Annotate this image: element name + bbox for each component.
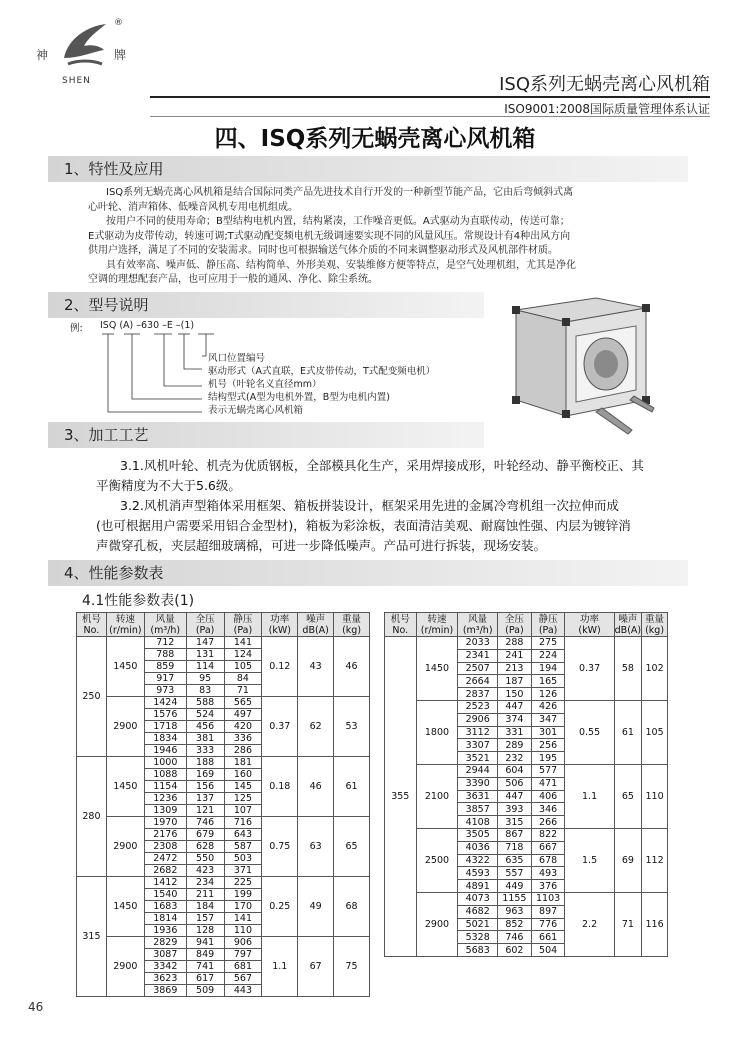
cell-total-pressure: 157 — [186, 913, 224, 925]
cell-weight: 110 — [642, 764, 668, 828]
cell-noise: 63 — [298, 817, 334, 877]
cell-airflow: 5328 — [458, 931, 498, 944]
cell-power: 0.12 — [262, 637, 298, 697]
cell-static-pressure: 503 — [224, 853, 262, 865]
model-label: 表示无蜗壳离心风机箱 — [208, 405, 304, 416]
table-header-cell: 静压 (Pa) — [531, 613, 565, 637]
cell-airflow: 1946 — [144, 745, 186, 757]
cell-total-pressure: 456 — [186, 721, 224, 733]
cell-total-pressure: 718 — [498, 841, 532, 854]
page-title: 四、ISQ系列无蜗壳离心风机箱 — [214, 126, 536, 152]
cell-total-pressure: 423 — [186, 865, 224, 877]
cell-static-pressure: 406 — [531, 790, 565, 803]
cell-airflow: 4036 — [458, 841, 498, 854]
cell-total-pressure: 588 — [186, 697, 224, 709]
cell-static-pressure: 110 — [224, 925, 262, 937]
table-row — [385, 828, 668, 841]
cell-weight: 105 — [642, 700, 668, 764]
table-row — [385, 700, 668, 713]
cell-total-pressure: 447 — [498, 700, 532, 713]
cell-static-pressure: 336 — [224, 733, 262, 745]
cell-airflow: 2944 — [458, 764, 498, 777]
cell-static-pressure: 471 — [531, 777, 565, 790]
process-line: 声微穿孔板，夹层超细玻璃棉，可进一步降低噪声。产品可进行拆装，现场安装。 — [96, 538, 547, 553]
cell-speed: 1450 — [106, 757, 144, 817]
cell-static-pressure: 141 — [224, 637, 262, 649]
cell-power: 2.2 — [565, 892, 614, 956]
cell-total-pressure: 232 — [498, 752, 532, 765]
cell-power: 0.75 — [262, 817, 298, 877]
cell-speed: 2900 — [416, 892, 458, 956]
table-row — [77, 937, 370, 949]
cell-total-pressure: 679 — [186, 829, 224, 841]
table-header-cell: 全压 (Pa) — [498, 613, 532, 637]
model-label: 结构型式(A型为电机外置，B型为电机内置) — [208, 392, 390, 403]
cell-total-pressure: 137 — [186, 793, 224, 805]
cell-static-pressure: 420 — [224, 721, 262, 733]
cell-static-pressure: 346 — [531, 803, 565, 816]
cell-total-pressure: 867 — [498, 828, 532, 841]
cell-total-pressure: 509 — [186, 985, 224, 997]
cell-airflow: 3087 — [144, 949, 186, 961]
cell-total-pressure: 150 — [498, 688, 532, 701]
model-label: 驱动形式（A式直联，E式皮带传动，T式配变频电机） — [208, 366, 436, 377]
table-row — [77, 757, 370, 769]
cell-static-pressure: 565 — [224, 697, 262, 709]
cell-airflow: 2829 — [144, 937, 186, 949]
cell-static-pressure: 165 — [531, 675, 565, 688]
logo-english: SHEN — [62, 76, 91, 86]
cell-static-pressure: 567 — [224, 973, 262, 985]
process-line: 3.2.风机消声型箱体采用框架、箱板拼装设计，框架采用先进的金属冷弯机组一次拉伸而成 — [120, 498, 619, 513]
cell-airflow: 1236 — [144, 793, 186, 805]
cell-total-pressure: 315 — [498, 816, 532, 829]
table-header-cell: 转速 (r/min) — [106, 613, 144, 637]
iso-certification: ISO9001:2008国际质量管理体系认证 — [504, 102, 710, 116]
cell-static-pressure: 426 — [531, 700, 565, 713]
cell-airflow: 712 — [144, 637, 186, 649]
cell-static-pressure: 105 — [224, 661, 262, 673]
cell-static-pressure: 286 — [224, 745, 262, 757]
cell-airflow: 3342 — [144, 961, 186, 973]
cell-static-pressure: 681 — [224, 961, 262, 973]
cell-weight: 46 — [334, 637, 370, 697]
features-line: 供用户选择，满足了不同的安装需求。同时也可根据输送气体介质的不同来调整驱动形式及风机部件材质。 — [88, 245, 558, 256]
section-header-features: 1、特性及应用 — [48, 156, 688, 182]
cell-airflow: 1088 — [144, 769, 186, 781]
brand-logo — [30, 14, 140, 94]
cell-airflow: 5021 — [458, 918, 498, 931]
cell-total-pressure: 550 — [186, 853, 224, 865]
cell-total-pressure: 374 — [498, 713, 532, 726]
cell-static-pressure: 376 — [531, 880, 565, 893]
cell-static-pressure: 301 — [531, 726, 565, 739]
cell-static-pressure: 776 — [531, 918, 565, 931]
section-header-performance: 4、性能参数表 — [48, 560, 688, 586]
cell-total-pressure: 393 — [498, 803, 532, 816]
process-text — [96, 456, 706, 556]
cell-static-pressure: 84 — [224, 673, 262, 685]
cell-noise: 61 — [614, 700, 641, 764]
cell-static-pressure: 126 — [531, 688, 565, 701]
cell-static-pressure: 181 — [224, 757, 262, 769]
cell-speed: 2900 — [106, 697, 144, 757]
cell-airflow: 1412 — [144, 877, 186, 889]
features-line: 具有效率高、噪声低、静压高、结构简单、外形美观、安装维修方便等特点，是空气处理机组，尤其是净化 — [106, 259, 576, 271]
cell-noise: 58 — [614, 637, 641, 701]
cell-airflow: 3390 — [458, 777, 498, 790]
cell-speed: 2500 — [416, 828, 458, 892]
cell-total-pressure: 187 — [498, 675, 532, 688]
cell-airflow: 2664 — [458, 675, 498, 688]
cell-power: 0.55 — [565, 700, 614, 764]
cell-total-pressure: 169 — [186, 769, 224, 781]
model-label: 风口位置编号 — [208, 353, 266, 364]
table-header-row — [77, 613, 370, 637]
cell-airflow: 859 — [144, 661, 186, 673]
cell-machine-no: 355 — [385, 637, 417, 957]
cell-total-pressure: 211 — [186, 889, 224, 901]
features-text — [88, 186, 698, 288]
cell-airflow: 1936 — [144, 925, 186, 937]
example-prefix: 例: — [70, 323, 83, 334]
table-header-cell: 重量 (kg) — [334, 613, 370, 637]
cell-total-pressure: 628 — [186, 841, 224, 853]
cell-static-pressure: 195 — [531, 752, 565, 765]
process-line: (也可根据用户需要采用铝合金型材)，箱板为彩涂板，表面清洁美观、耐腐蚀性强、内层为镀锌消 — [96, 518, 631, 533]
cell-static-pressure: 71 — [224, 685, 262, 697]
cell-total-pressure: 557 — [498, 867, 532, 880]
cell-total-pressure: 147 — [186, 637, 224, 649]
cell-total-pressure: 184 — [186, 901, 224, 913]
cell-airflow: 2341 — [458, 649, 498, 662]
cell-weight: 65 — [334, 817, 370, 877]
section-header-process: 3、加工工艺 — [48, 422, 484, 448]
cell-airflow: 4322 — [458, 854, 498, 867]
cell-speed: 1800 — [416, 700, 458, 764]
model-code-diagram — [70, 320, 436, 420]
cell-total-pressure: 1155 — [498, 892, 532, 905]
cell-total-pressure: 213 — [498, 662, 532, 675]
cell-speed: 2100 — [416, 764, 458, 828]
cell-static-pressure: 170 — [224, 901, 262, 913]
cell-power: 0.37 — [565, 637, 614, 701]
cell-total-pressure: 121 — [186, 805, 224, 817]
cell-total-pressure: 635 — [498, 854, 532, 867]
cell-power: 0.37 — [262, 697, 298, 757]
cell-airflow: 2837 — [458, 688, 498, 701]
table-header-cell: 重量 (kg) — [642, 613, 668, 637]
cell-airflow: 3521 — [458, 752, 498, 765]
cell-static-pressure: 107 — [224, 805, 262, 817]
features-line: ISQ系列无蜗壳离心风机箱是结合国际同类产品先进技术自行开发的一种新型节能产品，它由后弯倾斜式离 — [106, 187, 574, 198]
cell-airflow: 4593 — [458, 867, 498, 880]
cell-total-pressure: 746 — [186, 817, 224, 829]
cell-static-pressure: 897 — [531, 905, 565, 918]
cell-total-pressure: 241 — [498, 649, 532, 662]
cell-static-pressure: 504 — [531, 944, 565, 957]
cell-airflow: 2682 — [144, 865, 186, 877]
cell-static-pressure: 256 — [531, 739, 565, 752]
cell-total-pressure: 234 — [186, 877, 224, 889]
cell-total-pressure: 617 — [186, 973, 224, 985]
features-line: 空调的理想配套产品，也可应用于一般的通风、净化、除尘系统。 — [88, 274, 378, 285]
cell-total-pressure: 849 — [186, 949, 224, 961]
table-header-cell: 机号 No. — [385, 613, 417, 637]
table-row — [77, 817, 370, 829]
cell-airflow: 3505 — [458, 828, 498, 841]
table-row — [385, 892, 668, 905]
cell-total-pressure: 852 — [498, 918, 532, 931]
header-title: ISQ系列无蜗壳离心风机箱 — [499, 74, 710, 95]
cell-static-pressure: 199 — [224, 889, 262, 901]
cell-noise: 46 — [298, 757, 334, 817]
cell-total-pressure: 602 — [498, 944, 532, 957]
table-header-cell: 机号 No. — [77, 613, 107, 637]
cell-total-pressure: 83 — [186, 685, 224, 697]
cell-static-pressure: 822 — [531, 828, 565, 841]
cell-static-pressure: 661 — [531, 931, 565, 944]
cell-noise: 71 — [614, 892, 641, 956]
cell-airflow: 2033 — [458, 637, 498, 650]
cell-airflow: 1309 — [144, 805, 186, 817]
cell-static-pressure: 716 — [224, 817, 262, 829]
performance-table-left — [76, 612, 370, 997]
cell-static-pressure: 141 — [224, 913, 262, 925]
cell-airflow: 2523 — [458, 700, 498, 713]
cell-power: 0.25 — [262, 877, 298, 937]
table-row — [385, 637, 668, 650]
cell-static-pressure: 497 — [224, 709, 262, 721]
table-header-cell: 全压 (Pa) — [186, 613, 224, 637]
features-line: 按用户不同的使用寿命；B型结构电机内置，结构紧凑，工作噪音更低。A式驱动为直联传动，传送可靠； — [106, 216, 570, 227]
cell-noise: 67 — [298, 937, 334, 997]
cell-static-pressure: 194 — [531, 662, 565, 675]
cell-airflow: 3112 — [458, 726, 498, 739]
registered-mark: ® — [114, 18, 123, 28]
cell-total-pressure: 963 — [498, 905, 532, 918]
cell-power: 1.1 — [262, 937, 298, 997]
cell-weight: 68 — [334, 877, 370, 937]
cell-airflow: 1576 — [144, 709, 186, 721]
cell-airflow: 1540 — [144, 889, 186, 901]
cell-static-pressure: 577 — [531, 764, 565, 777]
cell-total-pressure: 131 — [186, 649, 224, 661]
cell-static-pressure: 587 — [224, 841, 262, 853]
cell-airflow: 3307 — [458, 739, 498, 752]
process-line: 3.1.风机叶轮、机壳为优质钢板，全部模具化生产，采用焊接成形，叶轮经动、静平衡校正、其 — [120, 458, 644, 473]
cell-noise: 62 — [298, 697, 334, 757]
cell-airflow: 5683 — [458, 944, 498, 957]
cell-airflow: 4682 — [458, 905, 498, 918]
cell-airflow: 1000 — [144, 757, 186, 769]
table-header-cell: 噪声 dB(A) — [614, 613, 642, 636]
cell-static-pressure: 347 — [531, 713, 565, 726]
fan-cabinet-image — [496, 288, 656, 438]
cell-airflow: 2472 — [144, 853, 186, 865]
cell-total-pressure: 449 — [498, 880, 532, 893]
cell-static-pressure: 678 — [531, 854, 565, 867]
cell-total-pressure: 333 — [186, 745, 224, 757]
table-header-cell: 静压 (Pa) — [224, 613, 262, 637]
cell-weight: 53 — [334, 697, 370, 757]
cell-airflow: 1424 — [144, 697, 186, 709]
cell-static-pressure: 643 — [224, 829, 262, 841]
table-header-cell: 转速 (r/min) — [416, 613, 458, 637]
cell-power: 1.5 — [565, 828, 614, 892]
cell-total-pressure: 381 — [186, 733, 224, 745]
table-row — [77, 877, 370, 889]
cell-static-pressure: 493 — [531, 867, 565, 880]
features-line: E式驱动为皮带传动，转速可调;T式驱动配变频电机无级调速要实现不同的风量风压。常规设计有4种出风方向 — [88, 230, 571, 242]
table-header-cell: 风量 (m³/h) — [144, 613, 186, 637]
cell-weight: 102 — [642, 637, 668, 701]
process-line: 平衡精度为不大于5.6级。 — [96, 478, 241, 493]
table-title: 4.1性能参数表(1) — [82, 593, 195, 609]
cell-speed: 2900 — [106, 937, 144, 997]
cell-static-pressure: 1103 — [531, 892, 565, 905]
cell-power: 1.1 — [565, 764, 614, 828]
logo-char-left: 神 — [36, 48, 49, 62]
performance-table-right — [384, 612, 668, 957]
cell-static-pressure: 124 — [224, 649, 262, 661]
cell-total-pressure: 128 — [186, 925, 224, 937]
cell-static-pressure: 224 — [531, 649, 565, 662]
cell-static-pressure: 160 — [224, 769, 262, 781]
logo-char-right: 牌 — [114, 48, 127, 62]
cell-speed: 1450 — [416, 637, 458, 701]
table-row — [77, 697, 370, 709]
cell-noise: 69 — [614, 828, 641, 892]
cell-airflow: 1718 — [144, 721, 186, 733]
cell-total-pressure: 288 — [498, 637, 532, 650]
cell-total-pressure: 746 — [498, 931, 532, 944]
cell-airflow: 3857 — [458, 803, 498, 816]
cell-noise: 49 — [298, 877, 334, 937]
cell-weight: 75 — [334, 937, 370, 997]
cell-total-pressure: 447 — [498, 790, 532, 803]
cell-static-pressure: 906 — [224, 937, 262, 949]
table-header-cell: 功率 (kW) — [262, 613, 298, 637]
table-header-cell: 噪声 dB(A) — [298, 613, 334, 637]
cell-speed: 1450 — [106, 637, 144, 697]
cell-airflow: 3631 — [458, 790, 498, 803]
dove-logo-icon — [58, 18, 110, 70]
cell-airflow: 2308 — [144, 841, 186, 853]
cell-static-pressure: 443 — [224, 985, 262, 997]
cell-total-pressure: 524 — [186, 709, 224, 721]
table-header-cell: 功率 (kW) — [565, 613, 614, 637]
table-row — [385, 764, 668, 777]
page-number: 46 — [28, 1000, 44, 1014]
cell-static-pressure: 667 — [531, 841, 565, 854]
table-header-row — [385, 613, 668, 637]
cell-total-pressure: 156 — [186, 781, 224, 793]
cell-airflow: 1683 — [144, 901, 186, 913]
cell-noise: 65 — [614, 764, 641, 828]
cell-total-pressure: 95 — [186, 673, 224, 685]
cell-static-pressure: 797 — [224, 949, 262, 961]
cell-static-pressure: 225 — [224, 877, 262, 889]
cell-total-pressure: 941 — [186, 937, 224, 949]
cell-total-pressure: 188 — [186, 757, 224, 769]
cell-total-pressure: 506 — [498, 777, 532, 790]
cell-static-pressure: 266 — [531, 816, 565, 829]
cell-speed: 2900 — [106, 817, 144, 877]
cell-machine-no: 315 — [77, 877, 107, 997]
cell-airflow: 788 — [144, 649, 186, 661]
cell-airflow: 917 — [144, 673, 186, 685]
cell-static-pressure: 275 — [531, 637, 565, 650]
cell-airflow: 4073 — [458, 892, 498, 905]
cell-static-pressure: 371 — [224, 865, 262, 877]
cell-airflow: 973 — [144, 685, 186, 697]
table-row — [77, 637, 370, 649]
section-header-model: 2、型号说明 — [48, 292, 484, 318]
cell-airflow: 2176 — [144, 829, 186, 841]
cell-machine-no: 280 — [77, 757, 107, 877]
cell-total-pressure: 289 — [498, 739, 532, 752]
cell-total-pressure: 604 — [498, 764, 532, 777]
cell-total-pressure: 741 — [186, 961, 224, 973]
model-label: 机号（叶轮名义直径mm） — [208, 379, 322, 390]
cell-speed: 1450 — [106, 877, 144, 937]
cell-airflow: 1814 — [144, 913, 186, 925]
cell-airflow: 2906 — [458, 713, 498, 726]
cell-airflow: 2507 — [458, 662, 498, 675]
header-divider-thin — [150, 116, 710, 117]
cell-power: 0.18 — [262, 757, 298, 817]
cell-airflow: 1154 — [144, 781, 186, 793]
table-header-cell: 风量 (m³/h) — [458, 613, 498, 637]
cell-machine-no: 250 — [77, 637, 107, 757]
cell-airflow: 4891 — [458, 880, 498, 893]
cell-weight: 116 — [642, 892, 668, 956]
cell-weight: 112 — [642, 828, 668, 892]
cell-noise: 43 — [298, 637, 334, 697]
cell-static-pressure: 145 — [224, 781, 262, 793]
cell-airflow: 1834 — [144, 733, 186, 745]
cell-airflow: 1970 — [144, 817, 186, 829]
header-divider — [150, 96, 710, 98]
cell-airflow: 3623 — [144, 973, 186, 985]
cell-static-pressure: 125 — [224, 793, 262, 805]
cell-airflow: 4108 — [458, 816, 498, 829]
cell-total-pressure: 114 — [186, 661, 224, 673]
features-line: 心叶轮、消声箱体、低噪音风机专用电机组成。 — [88, 201, 298, 213]
model-code: ISQ (A) –630 –E –(1) — [100, 320, 195, 331]
cell-weight: 61 — [334, 757, 370, 817]
cell-total-pressure: 331 — [498, 726, 532, 739]
cell-airflow: 3869 — [144, 985, 186, 997]
